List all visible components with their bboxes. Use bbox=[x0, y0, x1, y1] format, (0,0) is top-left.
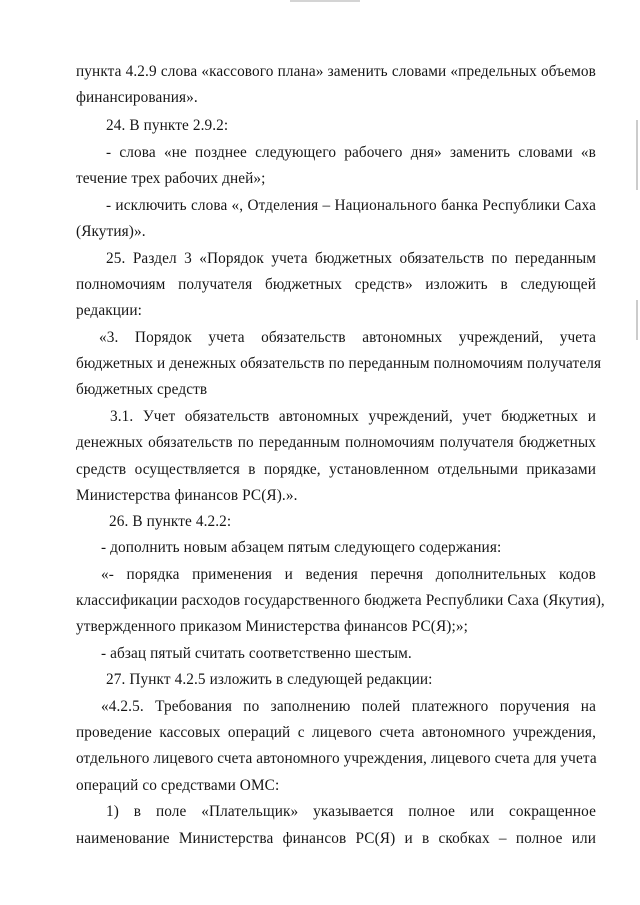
text-line: 24. В пункте 2.9.2: bbox=[106, 117, 229, 134]
text-line: денежных обязательств по переданным полномочиям получателя бюджетных bbox=[76, 434, 596, 451]
scan-edge-artifact bbox=[636, 300, 638, 340]
text-line: операций со средствами ОМС: bbox=[76, 777, 280, 794]
text-line: «3. Порядок учета обязательств автономных учреждений, учета bbox=[99, 329, 596, 346]
text-line: 1) в поле «Плательщик» указывается полное или сокращенное bbox=[106, 803, 596, 820]
text-line: бюджетных средств bbox=[76, 381, 208, 398]
text-line: 27. Пункт 4.2.5 изложить в следующей редакции: bbox=[106, 671, 433, 688]
text-line: средств осуществляется в порядке, установленном отдельными приказами bbox=[76, 461, 596, 478]
text-line: «- порядка применения и ведения перечня дополнительных кодов bbox=[101, 566, 596, 583]
text-line: «4.2.5. Требования по заполнению полей платежного поручения на bbox=[101, 698, 596, 715]
text-line: полномочиям получателя бюджетных средств» изложить в следующей bbox=[76, 276, 596, 293]
text-line: - слова «не позднее следующего рабочего дня» заменить словами «в bbox=[106, 144, 596, 161]
text-line: отдельного лицевого счета автономного учреждения, лицевого счета для учета bbox=[76, 750, 597, 767]
text-line: 3.1. Учет обязательств автономных учреждений, учет бюджетных и bbox=[110, 408, 596, 425]
text-line: бюджетных и денежных обязательств по переданным полномочиям получателя bbox=[76, 355, 602, 372]
text-line: пункта 4.2.9 слова «кассового плана» заменить словами «предельных объемов bbox=[76, 63, 596, 80]
scan-edge-artifact bbox=[636, 120, 638, 190]
text-line: - исключить слова «, Отделения – Национального банка Республики Саха bbox=[106, 197, 596, 214]
text-line: наименование Министерства финансов РС(Я) и в скобках – полное или bbox=[76, 830, 596, 847]
text-line: проведение кассовых операций с лицевого счета автономного учреждения, bbox=[76, 724, 596, 741]
text-line: утвержденного приказом Министерства финансов РС(Я);»; bbox=[76, 618, 468, 635]
text-line: финансирования». bbox=[76, 89, 198, 106]
text-line: - абзац пятый считать соответственно шестым. bbox=[101, 645, 412, 662]
text-line: классификации расходов государственного бюджета Республики Саха (Якутия), bbox=[76, 592, 605, 609]
text-line: редакции: bbox=[76, 302, 142, 319]
text-line: - дополнить новым абзацем пятым следующего содержания: bbox=[101, 539, 502, 556]
text-line: течение трех рабочих дней»; bbox=[76, 170, 266, 187]
scan-top-artifact bbox=[290, 0, 360, 2]
text-line: 25. Раздел 3 «Порядок учета бюджетных обязательств по переданным bbox=[106, 250, 596, 267]
text-line: Министерства финансов РС(Я).». bbox=[76, 487, 298, 504]
text-line: (Якутия)». bbox=[76, 223, 146, 240]
text-line: 26. В пункте 4.2.2: bbox=[109, 513, 232, 530]
